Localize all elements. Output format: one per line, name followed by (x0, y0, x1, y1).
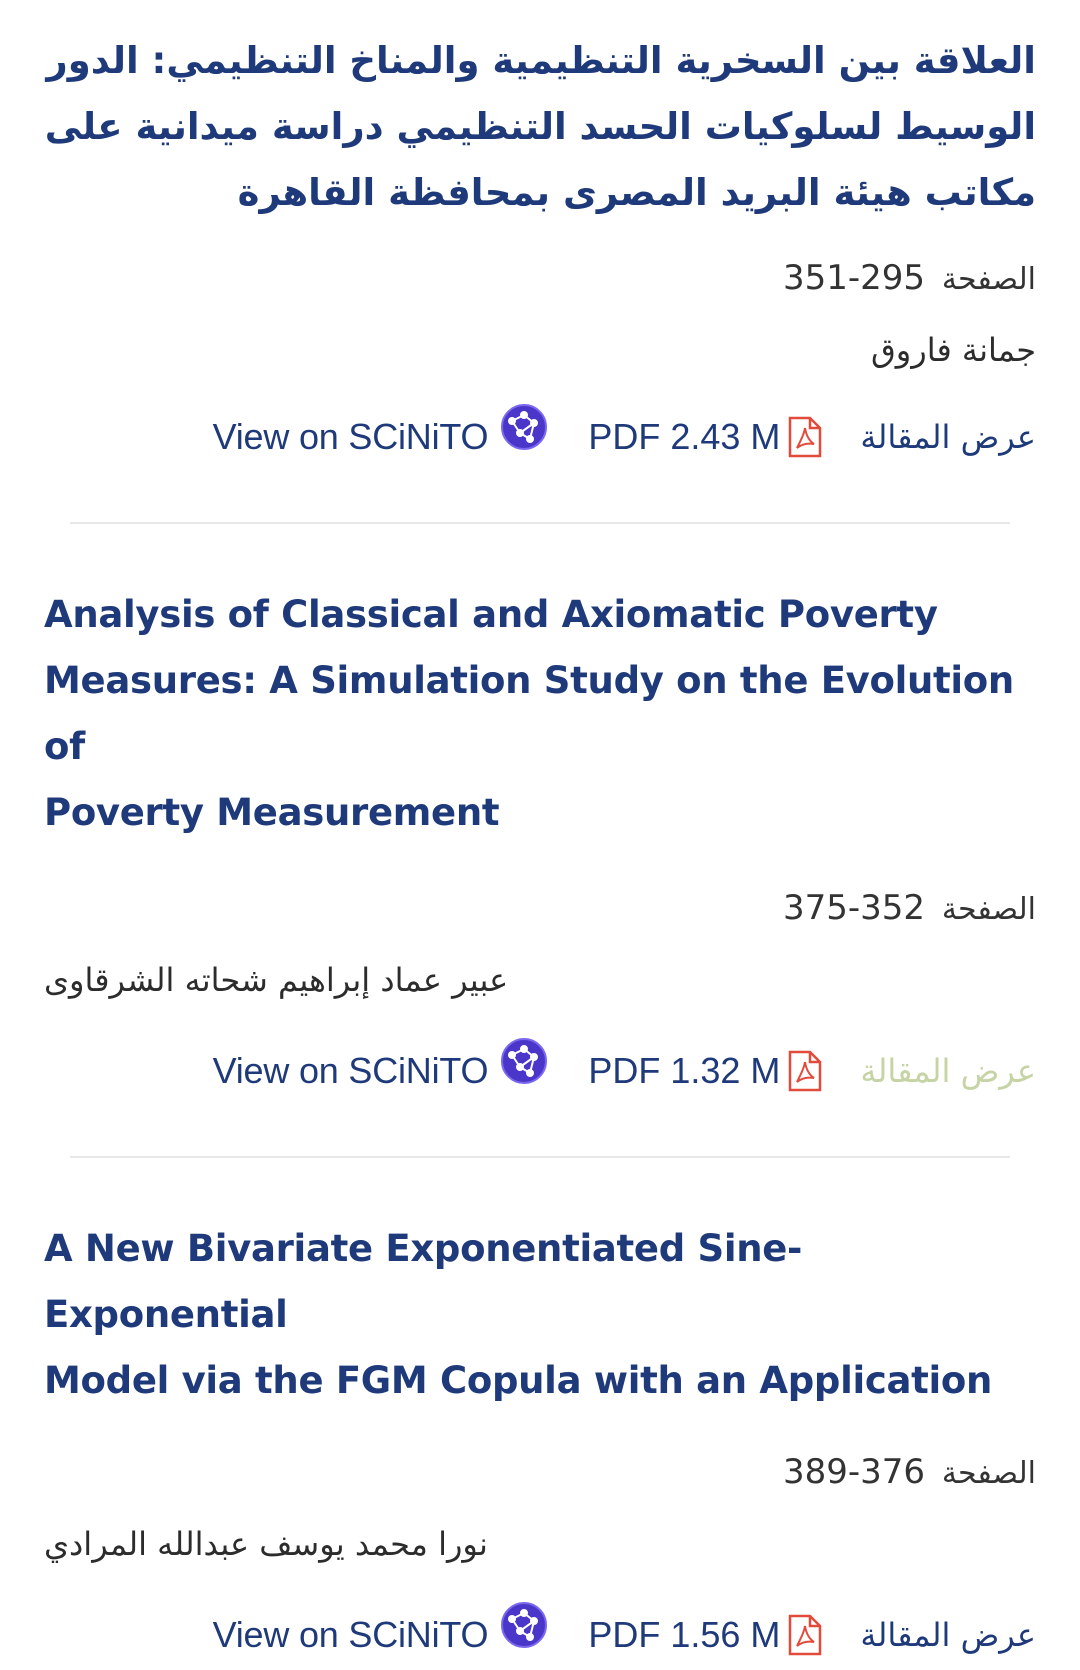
view-article-link[interactable]: عرض المقالة (860, 1052, 1036, 1090)
scinito-globe-icon (500, 1037, 548, 1085)
pdf-file-icon (786, 1614, 824, 1656)
scinito-globe-icon (500, 1601, 548, 1649)
author-name: نورا محمد يوسف عبدالله المرادي (44, 1525, 488, 1563)
article-title-line: Analysis of Classical and Axiomatic Poverty (44, 593, 938, 636)
pdf-label: PDF 2.43 M (588, 416, 781, 457)
pages-label: الصفحة (941, 262, 1036, 297)
article-item (44, 1158, 1036, 1660)
view-on-scinito-link[interactable] (213, 1610, 549, 1660)
article-title-line: A New Bivariate Exponentiated Sine-Exponential (44, 1227, 803, 1336)
article-pages (44, 256, 1036, 302)
article-item (44, 524, 1036, 1096)
view-article-link[interactable]: عرض المقالة (860, 1616, 1036, 1654)
article-title[interactable] (44, 582, 1036, 846)
article-title[interactable] (44, 28, 1036, 226)
pdf-file-icon (786, 1050, 824, 1092)
view-on-scinito-link[interactable] (213, 1046, 549, 1096)
pages-range: 351-295 (783, 258, 926, 298)
pdf-download-link[interactable] (588, 412, 824, 462)
pages-label: الصفحة (941, 1456, 1036, 1491)
article-pages (44, 886, 1036, 932)
article-actions (44, 1046, 1036, 1096)
article-title-line: Model via the FGM Copula with an Application (44, 1359, 993, 1402)
pdf-label: PDF 1.56 M (588, 1614, 781, 1655)
view-article-link[interactable]: عرض المقالة (860, 418, 1036, 456)
article-pages (44, 1450, 1036, 1496)
article-title-line: مكاتب هيئة البريد المصرى بمحافظة القاهرة (237, 171, 1036, 214)
pages-label: الصفحة (941, 892, 1036, 927)
article-item (44, 0, 1036, 462)
pages-range: 375-352 (783, 888, 926, 928)
article-author[interactable] (44, 1522, 1036, 1566)
author-name: عبير عماد إبراهيم شحاته الشرقاوى (44, 961, 509, 999)
article-actions (44, 1610, 1036, 1660)
article-title-line: Measures: A Simulation Study on the Evolution of (44, 659, 1014, 768)
pdf-file-icon (786, 416, 824, 458)
article-actions (44, 412, 1036, 462)
article-title-line: Poverty Measurement (44, 791, 500, 834)
pdf-download-link[interactable] (588, 1610, 824, 1660)
article-title-line: العلاقة بين السخرية التنظيمية والمناخ التنظيمي: الدور (46, 39, 1036, 82)
pdf-download-link[interactable] (588, 1046, 824, 1096)
view-on-scinito-link[interactable] (213, 412, 549, 462)
scinito-label: View on SCiNiTO (212, 1050, 489, 1091)
article-title-line: الوسيط لسلوكيات الحسد التنظيمي دراسة ميدانية على (44, 105, 1036, 148)
scinito-globe-icon (500, 403, 548, 451)
scinito-label: View on SCiNiTO (212, 416, 489, 457)
scinito-label: View on SCiNiTO (212, 1614, 489, 1655)
pdf-label: PDF 1.32 M (588, 1050, 781, 1091)
article-title[interactable] (44, 1216, 1036, 1414)
pages-range: 389-376 (783, 1452, 926, 1492)
article-author[interactable]: جمانة فاروق (870, 331, 1036, 369)
article-author[interactable] (44, 958, 1036, 1002)
